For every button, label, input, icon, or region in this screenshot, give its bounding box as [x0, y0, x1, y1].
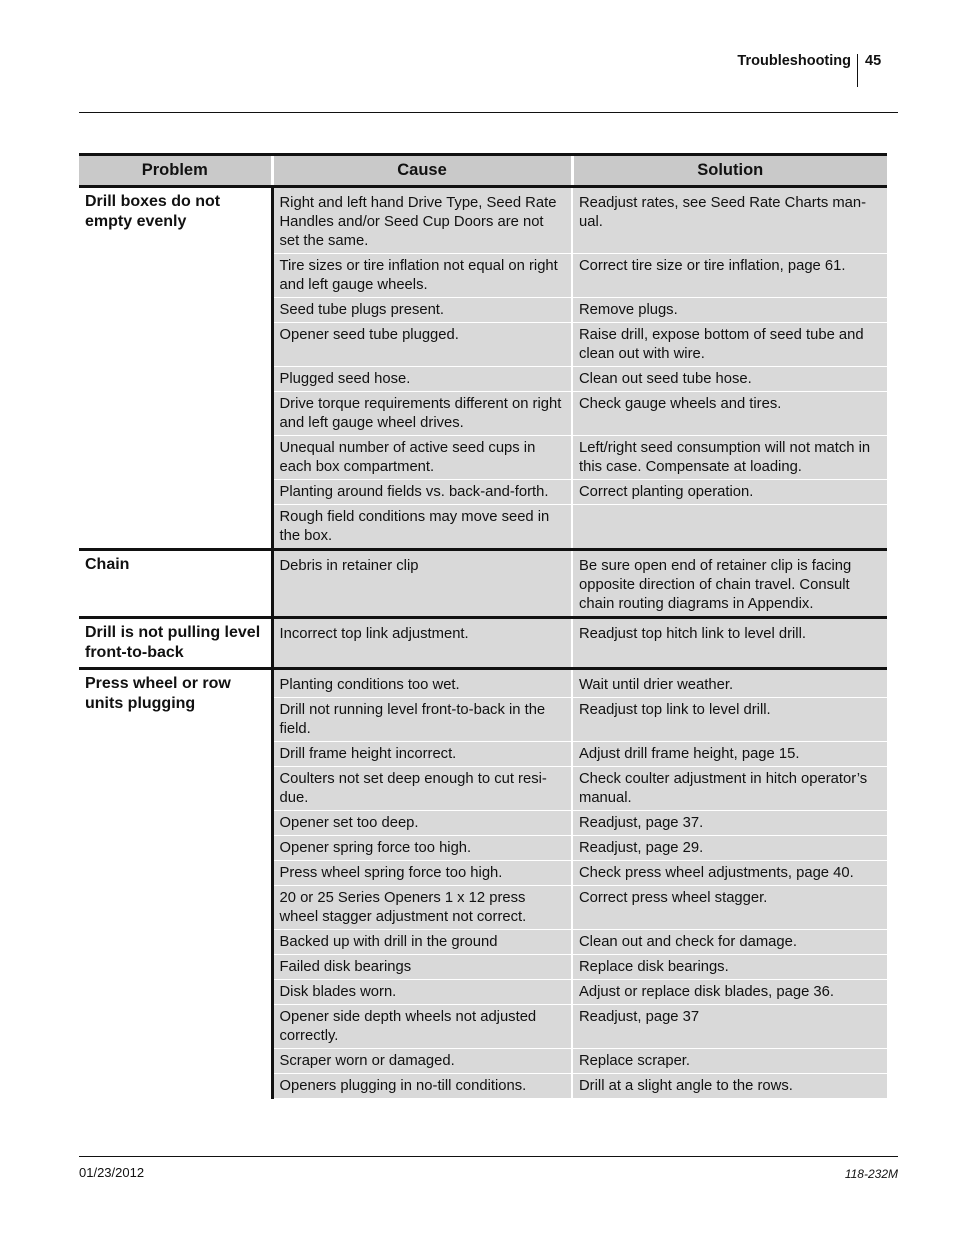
solution-cell: Correct planting operation.	[572, 480, 887, 505]
solution-cell: Wait until drier weather.	[572, 669, 887, 698]
solution-cell: Readjust, page 29.	[572, 836, 887, 861]
solution-cell: Adjust or replace disk blades, page 36.	[572, 980, 887, 1005]
table-header	[79, 155, 887, 187]
section-title: Troubleshooting	[737, 53, 851, 69]
table-row	[79, 669, 887, 698]
solution-cell: Clean out seed tube hose.	[572, 367, 887, 392]
cause-cell: Openers plugging in no-till conditions.	[272, 1074, 572, 1099]
solution-cell: Check coulter adjustment in hitch operator’s manual.	[572, 767, 887, 811]
problem-cell: Press wheel or row units plugging	[79, 669, 272, 1099]
problem-cell: Drill boxes do not empty evenly	[79, 187, 272, 550]
cause-cell: Seed tube plugs present.	[272, 298, 572, 323]
cause-cell: Opener spring force too high.	[272, 836, 572, 861]
cause-cell: Plugged seed hose.	[272, 367, 572, 392]
table-row	[79, 550, 887, 618]
solution-cell: Check gauge wheels and tires.	[572, 392, 887, 436]
solution-cell: Correct press wheel stagger.	[572, 886, 887, 930]
solution-cell: Check press wheel adjustments, page 40.	[572, 861, 887, 886]
problem-cell: Chain	[79, 550, 272, 618]
cause-cell: Opener side depth wheels not adjusted correctly.	[272, 1005, 572, 1049]
solution-cell: Readjust, page 37	[572, 1005, 887, 1049]
column-header-solution: Solution	[572, 155, 887, 187]
troubleshooting-table-container	[79, 153, 887, 1099]
cause-cell: Press wheel spring force too high.	[272, 861, 572, 886]
table-row	[79, 187, 887, 254]
troubleshooting-table	[79, 153, 887, 1099]
header-rule	[79, 112, 898, 113]
solution-cell: Readjust top hitch link to level drill.	[572, 618, 887, 669]
cause-cell: Tire sizes or tire inflation not equal on right and left gauge wheels.	[272, 254, 572, 298]
cause-cell: Drive torque requirements different on right and left gauge wheel drives.	[272, 392, 572, 436]
cause-cell: Coulters not set deep enough to cut residue.	[272, 767, 572, 811]
cause-cell: Right and left hand Drive Type, Seed Rate Handles and/or Seed Cup Doors are not set the same.	[272, 187, 572, 254]
cause-cell: Drill frame height incorrect.	[272, 742, 572, 767]
cause-cell: Debris in retainer clip	[272, 550, 572, 618]
solution-cell: Replace disk bearings.	[572, 955, 887, 980]
solution-cell: Raise drill, expose bottom of seed tube and clean out with wire.	[572, 323, 887, 367]
cause-cell: Failed disk bearings	[272, 955, 572, 980]
cause-cell: Drill not running level front-to-back in the field.	[272, 698, 572, 742]
solution-cell: Remove plugs.	[572, 298, 887, 323]
footer-doc-number: 118-232M	[844, 1167, 898, 1181]
cause-cell: Backed up with drill in the ground	[272, 930, 572, 955]
page-number: 45	[865, 53, 882, 69]
cause-cell: Opener set too deep.	[272, 811, 572, 836]
table-body	[79, 187, 887, 1099]
header-divider	[857, 54, 858, 87]
table-row	[79, 618, 887, 669]
cause-cell: Unequal number of active seed cups in each box compartment.	[272, 436, 572, 480]
cause-cell: Planting around fields vs. back-and-forth.	[272, 480, 572, 505]
cause-cell: 20 or 25 Series Openers 1 x 12 press wheel stagger adjustment not correct.	[272, 886, 572, 930]
footer-date: 01/23/2012	[79, 1165, 145, 1180]
column-header-cause: Cause	[272, 155, 572, 187]
cause-cell: Planting conditions too wet.	[272, 669, 572, 698]
footer-rule	[79, 1156, 898, 1157]
cause-cell: Scraper worn or damaged.	[272, 1049, 572, 1074]
problem-cell: Drill is not pulling level front-to-back	[79, 618, 272, 669]
solution-cell: Clean out and check for damage.	[572, 930, 887, 955]
cause-cell: Opener seed tube plugged.	[272, 323, 572, 367]
solution-cell: Readjust rates, see Seed Rate Charts manual.	[572, 187, 887, 254]
solution-cell: Be sure open end of retainer clip is facing opposite direction of chain travel. Consult chain routing diagrams in Appendix.	[572, 550, 887, 618]
solution-cell: Left/right seed consumption will not match in this case. Compensate at loading.	[572, 436, 887, 480]
cause-cell: Incorrect top link adjustment.	[272, 618, 572, 669]
solution-cell: Readjust, page 37.	[572, 811, 887, 836]
cause-cell: Rough field conditions may move seed in the box.	[272, 505, 572, 550]
solution-cell: Readjust top link to level drill.	[572, 698, 887, 742]
table-header-row	[79, 155, 887, 187]
solution-cell: Correct tire size or tire inflation, page 61.	[572, 254, 887, 298]
solution-cell: Drill at a slight angle to the rows.	[572, 1074, 887, 1099]
solution-cell	[572, 505, 887, 550]
column-header-problem: Problem	[79, 155, 272, 187]
solution-cell: Replace scraper.	[572, 1049, 887, 1074]
solution-cell: Adjust drill frame height, page 15.	[572, 742, 887, 767]
cause-cell: Disk blades worn.	[272, 980, 572, 1005]
